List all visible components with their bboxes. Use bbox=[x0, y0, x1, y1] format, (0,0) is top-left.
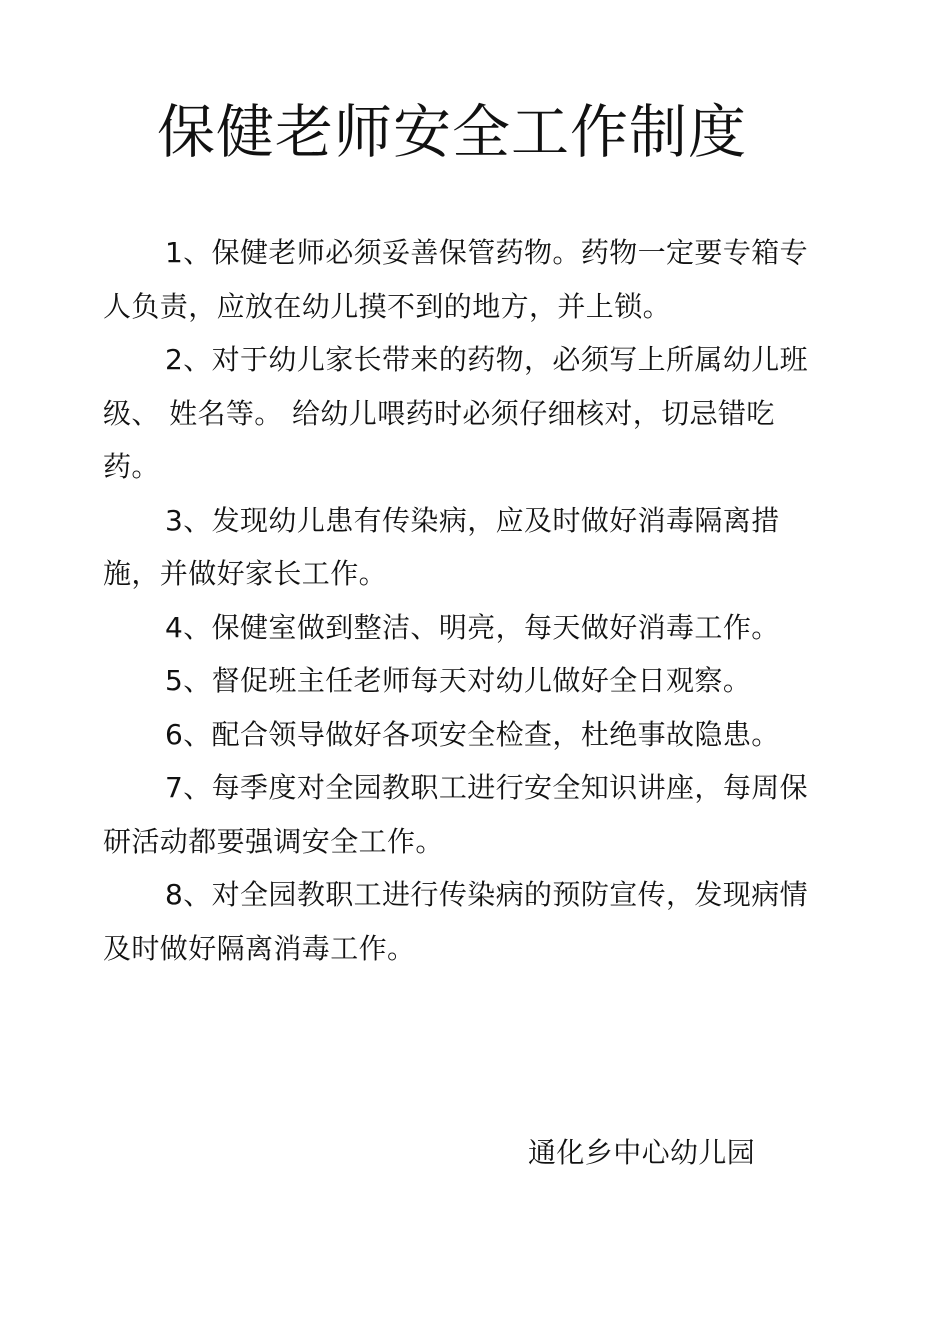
clause-4: 4、保健室做到整洁、明亮，每天做好消毒工作。 bbox=[165, 610, 780, 644]
document-body bbox=[103, 226, 815, 975]
clause-2: 2、对于幼儿家长带来的药物，必须写上所属幼儿班级、 姓名等。 给幼儿喂药时必须仔细核对，切忌错吃药。 bbox=[103, 343, 809, 483]
clause-5: 5、督促班主任老师每天对幼儿做好全日观察。 bbox=[165, 664, 752, 697]
clause-7: 7、每季度对全园教职工进行安全知识讲座，每周保研活动都要强调安全工作。 bbox=[103, 771, 809, 858]
document-title: 保健老师安全工作制度 bbox=[156, 98, 747, 166]
clause-6: 6、配合领导做好各项安全检查，杜绝事故隐患。 bbox=[165, 717, 780, 751]
clause-1: 1、保健老师必须妥善保管药物。药物一定要专箱专人负责，应放在幼儿摸不到的地方，并上锁。 bbox=[103, 236, 809, 323]
clause-8: 8、对全园教职工进行传染病的预防宣传，发现病情及时做好隔离消毒工作。 bbox=[103, 878, 809, 965]
clause-3: 3、发现幼儿患有传染病，应及时做好消毒隔离措施，并做好家长工作。 bbox=[103, 503, 780, 590]
signature-organization: 通化乡中心幼儿园 bbox=[528, 1136, 756, 1169]
